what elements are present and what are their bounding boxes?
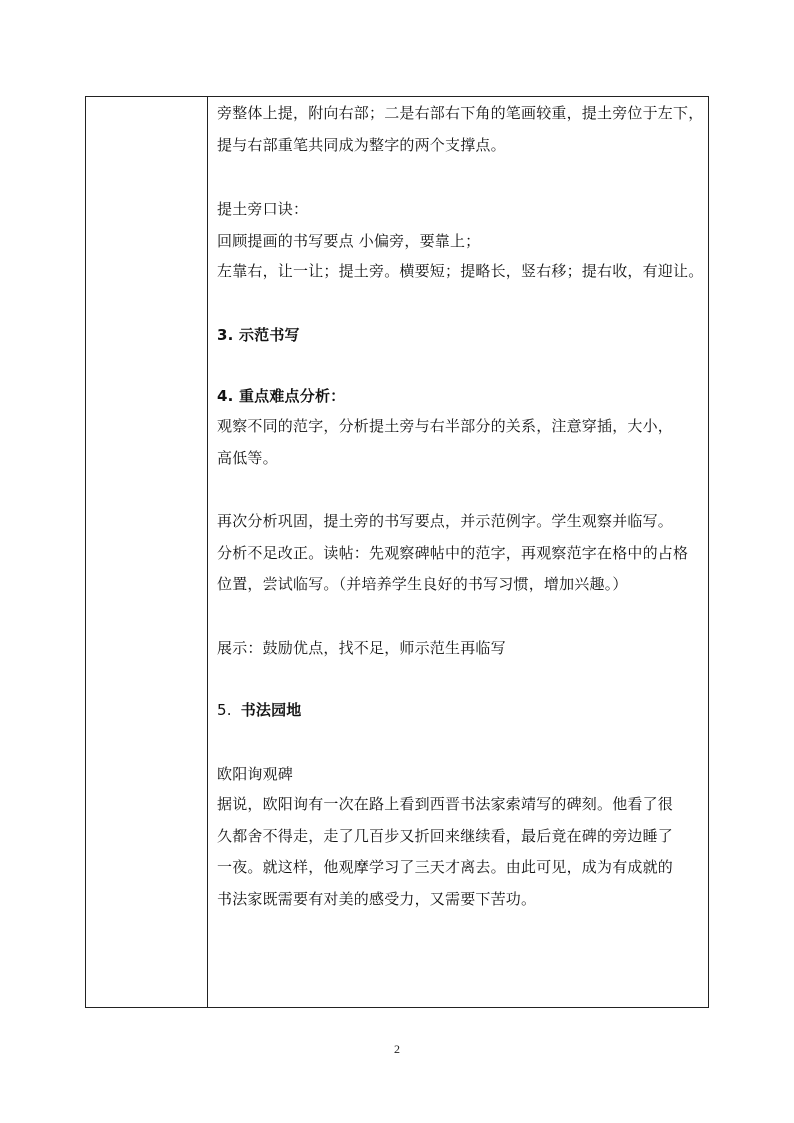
analysis-line-2: 高低等。 — [217, 449, 278, 467]
section-4-heading: 4. 重点难点分析： — [217, 387, 346, 405]
analysis-line-1: 观察不同的范字，分析提土旁与右半部分的关系，注意穿插，大小， — [217, 417, 674, 435]
story-line-4: 书法家既需要有对美的感受力，又需要下苦功。 — [217, 890, 537, 908]
section-5-number: 5. — [217, 701, 232, 719]
story-line-3: 一夜。就这样，他观摩学习了三天才离去。由此可见，成为有成就的 — [217, 858, 674, 876]
practice-line-1: 再次分析巩固，提土旁的书写要点，并示范例字。学生观察并临写。 — [217, 512, 674, 530]
practice-line-2: 分析不足改正。读帖：先观察碑帖中的范字，再观察范字在格中的占格 — [217, 544, 689, 562]
mnemonic-line-2: 左靠右，让一让；提土旁。横要短；提略长，竖右移；提右收，有迎让。 — [217, 262, 704, 280]
practice-line-3: 位置，尝试临写。（并培养学生良好的书写习惯，增加兴趣。） — [217, 575, 628, 593]
section-5-title: 书法园地 — [240, 701, 302, 719]
mnemonic-line-1: 回顾提画的书写要点 小偏旁，要靠上； — [217, 232, 481, 250]
page-number: 2 — [394, 1042, 400, 1056]
mnemonic-title: 提土旁口诀： — [217, 200, 309, 218]
intro-line-2: 提与右部重笔共同成为整字的两个支撑点。 — [217, 136, 506, 154]
story-line-2: 久都舍不得走，走了几百步又折回来继续看，最后竟在碑的旁边睡了 — [217, 827, 674, 845]
section-5-heading — [217, 700, 302, 720]
display-line: 展示：鼓励优点，找不足，师示范生再临写 — [217, 639, 506, 657]
story-title: 欧阳询观碑 — [217, 765, 294, 783]
section-3-heading: 3. 示范书写 — [217, 326, 300, 344]
table-left-column — [86, 97, 208, 1007]
lesson-table — [85, 96, 709, 1008]
intro-line-1: 旁整体上提，附向右部；二是右部右下角的笔画较重，提土旁位于左下， — [217, 104, 704, 122]
story-line-1: 据说，欧阳询有一次在路上看到西晋书法家索靖写的碑刻。他看了很 — [217, 795, 674, 813]
